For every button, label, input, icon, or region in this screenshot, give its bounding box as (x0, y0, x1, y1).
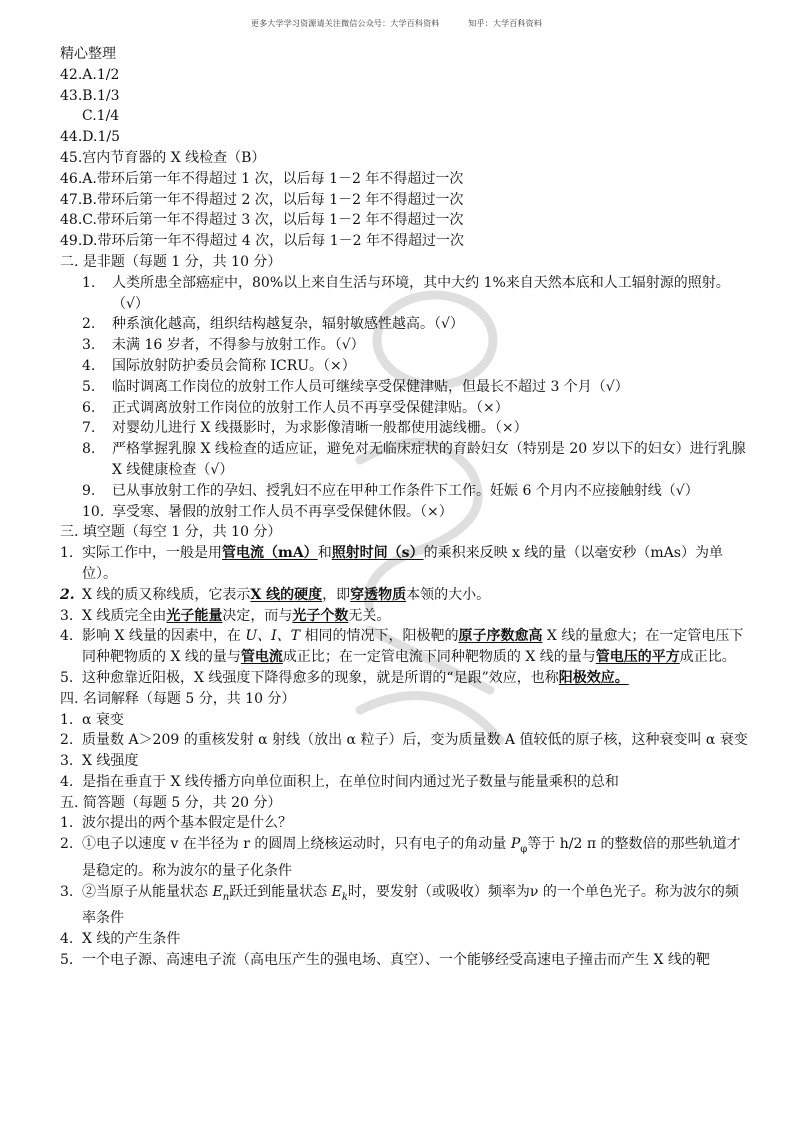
list-item: 8. 严格掌握乳腺 X 线检查的适应证，避免对无临床症状的育龄妇女（特别是 20 岁以下的妇女）进行乳腺 X 线健康检查（√） (82, 441, 746, 478)
answer-text: 管电流（mA） (222, 545, 318, 562)
list-item: 48. C.带环后第一年不得超过 3 次，以后每 1－2 年不得超过一次 (60, 212, 464, 229)
section-title-short-answer: 五. 简答题（每题 5 分，共 20 分） (60, 794, 282, 811)
list-item: 3. X 线质完全由光子能量决定，而与光子个数无关。 (60, 607, 391, 624)
answer-text: 光子能量 (166, 607, 223, 624)
answer-text: 光子个数 (292, 607, 349, 624)
true-false-list (60, 273, 750, 523)
answer-text: 管电流 (240, 649, 283, 666)
page-header (0, 18, 793, 29)
answer-text: 管电压的平方 (595, 649, 680, 666)
list-item: 4. X 线的产生条件 (60, 931, 181, 948)
header-zhihu-text: 知乎：大学百科资料 (468, 19, 543, 28)
list-item: 10. 享受寒、暑假的放射工作人员不再享受保健休假。（×） (82, 503, 453, 520)
answer-text: 穿透物质 (350, 586, 407, 603)
short-answer-list (60, 813, 750, 970)
list-item: 4. 影响 X 线量的因素中，在 U、I、T 相同的情况下，阳极靶的原子序数愈高 X 线的量愈大；在一定管电压下同种靶物质的 X 线的量与管电流成正比；在一定管电流下同种靶物质的 X 线的量与管电压的平方成正比。 (60, 628, 744, 666)
list-item: 2. X 线的质又称线质，它表示X 线的硬度，即穿透物质本领的大小。 (60, 586, 491, 603)
terms-list (60, 710, 750, 793)
list-item: 3. X 线强度 (60, 753, 139, 770)
header-wechat-text: 更多大学学习资源请关注微信公众号：大学百科资料 (250, 19, 440, 28)
list-item: 1. 实际工作中，一般是用管电流（mA）和照射时间（s）的乘积来反映 x 线的量（以毫安秒（mAs）为单位）。 (60, 545, 723, 582)
list-item: C.1/4 (82, 108, 120, 125)
answer-text: 照射时间（s） (331, 545, 424, 562)
list-item: 4. 是指在垂直于 X 线传播方向单位面积上，在单位时间内通过光子数量与能量乘积的总和 (60, 773, 619, 790)
list-item: 43. B.1/3 (60, 87, 120, 104)
document-body (60, 44, 750, 971)
list-item: 49. D.带环后第一年不得超过 4 次，以后每 1－2 年不得超过一次 (60, 233, 464, 250)
list-item: 2. ①电子以速度 v 在半径为 r 的圆周上绕核运动时，只有电子的角动量 $P_\varphi$等于 h/2 π 的整数倍的那些轨道才是稳定的。称为波尔的量子化条件 (60, 836, 741, 879)
list-item: 1. 波尔提出的两个基本假定是什么？ (60, 815, 292, 832)
list-item: 5. 这种愈靠近阳极，X 线强度下降得愈多的现象，就是所谓的“足跟”效应，也称阳极效应。 (60, 669, 629, 686)
list-item: 1. 人类所患全部癌症中，80%以上来自生活与环境，其中大约 1%来自天然本底和人工辐射源的照射。（√） (82, 274, 730, 312)
list-item: 5. 临时调离工作岗位的放射工作人员可继续享受保健津贴，但最长不超过 3 个月（√） (82, 378, 629, 395)
answer-text: X 线的硬度 (250, 586, 323, 603)
list-item: 44. D.1/5 (60, 129, 120, 146)
list-item: 3. ②当原子从能量状态 $E_n$跃迁到能量状态 $E_k$时，要发射（或吸收）频率为ν 的一个单色光子。称为波尔的频率条件 (60, 883, 739, 927)
list-item: 47. B.带环后第一年不得超过 2 次，以后每 1－2 年不得超过一次 (60, 191, 464, 208)
list-item: 2. 种系演化越高，组织结构越复杂，辐射敏感性越高。（√） (82, 316, 464, 333)
choice-answers (60, 65, 750, 252)
list-item: 9. 已从事放射工作的孕妇、授乳妇不应在甲种工作条件下工作。妊娠 6 个月内不应接触射线（√） (82, 482, 699, 499)
section-title-terms: 四. 名词解释（每题 5 分，共 10 分） (60, 690, 296, 707)
list-item: 1. α 衰变 (60, 711, 124, 728)
intro-line: 精心整理 (60, 46, 116, 62)
list-item: 6. 正式调离放射工作岗位的放射工作人员不再享受保健津贴。（×） (82, 399, 509, 416)
list-item: 4. 国际放射防护委员会简称 ICRU。（×） (82, 357, 356, 374)
list-item: 5. 一个电子源、高速电子流（高电压产生的强电场、真空）、一个能够经受高速电子撞击而产生 X 线的靶 (60, 951, 710, 968)
fill-in-list (60, 543, 750, 689)
list-item: 42. A.1/2 (60, 66, 120, 83)
section-title-true-false: 二. 是非题（每题 1 分，共 10 分） (60, 253, 282, 270)
list-item: 45. 宫内节育器的 X 线检查（B） (60, 149, 266, 166)
list-item: 3. 未满 16 岁者，不得参与放射工作。（√） (82, 337, 365, 354)
list-item: 46. A.带环后第一年不得超过 1 次，以后每 1－2 年不得超过一次 (60, 170, 464, 187)
list-item: 7. 对婴幼儿进行 X 线摄影时，为求影像清晰一般都使用滤线栅。（×） (82, 420, 528, 437)
answer-text: 阳极效应。 (558, 669, 629, 686)
list-item: 2. 质量数 A＞209 的重核发射 α 射线（放出 α 粒子）后，变为质量数 A 值较低的原子核，这种衰变叫 α 衰变 (60, 732, 748, 749)
answer-text: 原子序数愈高 (458, 628, 543, 645)
section-title-fill-in: 三. 填空题（每空 1 分，共 10 分） (60, 524, 282, 541)
